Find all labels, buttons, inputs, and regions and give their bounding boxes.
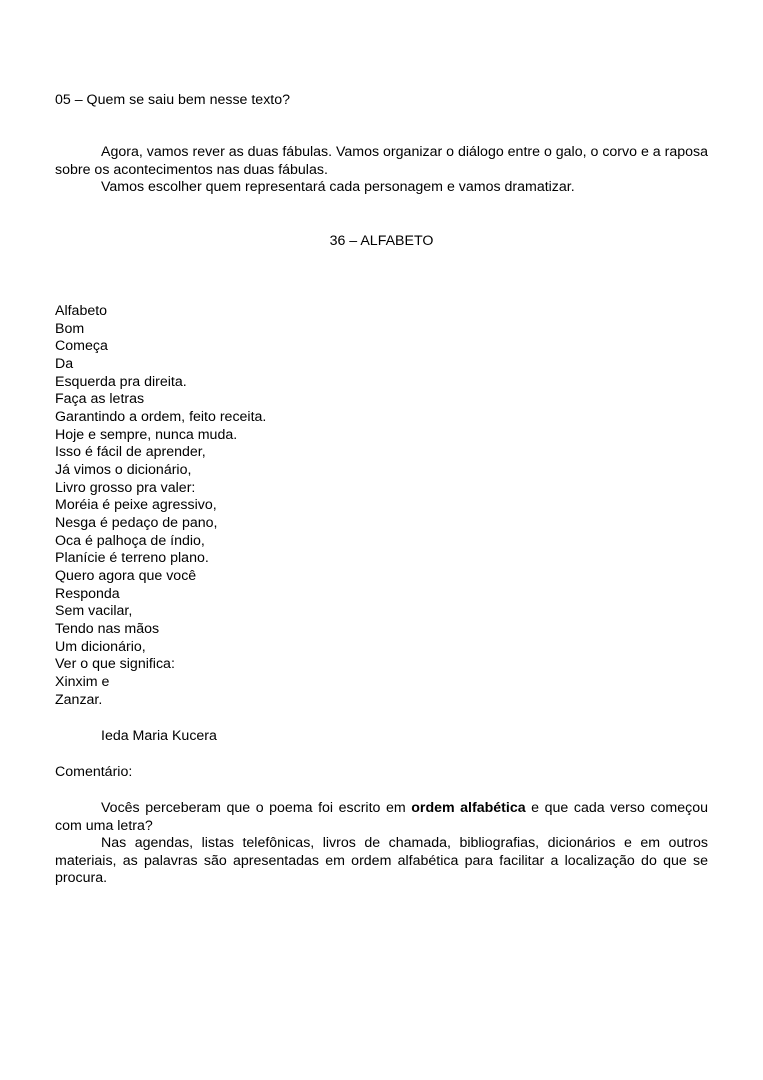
poem-verse: Garantindo a ordem, feito receita.: [55, 409, 267, 426]
poem-verse: Já vimos o dicionário,: [55, 462, 192, 479]
author-name: Ieda Maria Kucera: [101, 728, 217, 744]
comment-text-before: Vocês perceberam que o poema foi escrito em: [101, 800, 412, 816]
intro-paragraph-1: Agora, vamos rever as duas fábulas. Vamos organizar o diálogo entre o galo, o corvo e a raposa sobre os acontecimentos nas duas fábulas.: [55, 144, 708, 178]
poem-verse: Tendo nas mãos: [55, 621, 160, 638]
comment-bold-term: ordem alfabética: [411, 800, 526, 816]
poem: [55, 303, 266, 709]
poem-verse: Faça as letras: [55, 391, 145, 408]
poem-verse: Ver o que significa:: [55, 656, 175, 673]
comment-text-after: e que cada verso começou com uma letra?: [55, 800, 709, 834]
poem-verse: Nesga é pedaço de pano,: [55, 515, 218, 532]
poem-verse: Quero agora que você: [55, 568, 197, 585]
poem-verse: Começa: [55, 338, 108, 355]
comment-paragraph-1: [55, 800, 708, 835]
poem-verse: Hoje e sempre, nunca muda.: [55, 426, 238, 443]
comment-label: Comentário:: [55, 764, 133, 780]
poem-verse: Um dicionário,: [55, 638, 146, 655]
poem-verse: Planície é terreno plano.: [55, 550, 209, 567]
poem-verse: Alfabeto: [55, 303, 108, 319]
poem-verse: Bom: [55, 320, 85, 337]
poem-verse: Zanzar.: [55, 691, 103, 708]
poem-verse: Moréia é peixe agressivo,: [55, 497, 217, 514]
poem-verse: Da: [55, 356, 74, 373]
poem-verse: Oca é palhoça de índio,: [55, 532, 205, 549]
comment-paragraph-2: Nas agendas, listas telefônicas, livros de chamada, bibliografias, dicionários e em outros materiais, as palavras são apresentadas em ordem alfabética para facilitar a localização do que se procura.: [55, 835, 708, 886]
poem-verse: Esquerda pra direita.: [55, 373, 187, 390]
intro-paragraph-2: Vamos escolher quem representará cada personagem e vamos dramatizar.: [101, 179, 575, 195]
section-title: 36 – ALFABETO: [329, 233, 434, 249]
poem-verse: Isso é fácil de aprender,: [55, 444, 206, 461]
question-text: 05 – Quem se saiu bem nesse texto?: [55, 92, 291, 108]
poem-verse: Xinxim e: [55, 674, 110, 691]
poem-verse: Sem vacilar,: [55, 603, 133, 620]
poem-verse: Livro grosso pra valer:: [55, 479, 196, 496]
poem-verse: Responda: [55, 585, 120, 602]
